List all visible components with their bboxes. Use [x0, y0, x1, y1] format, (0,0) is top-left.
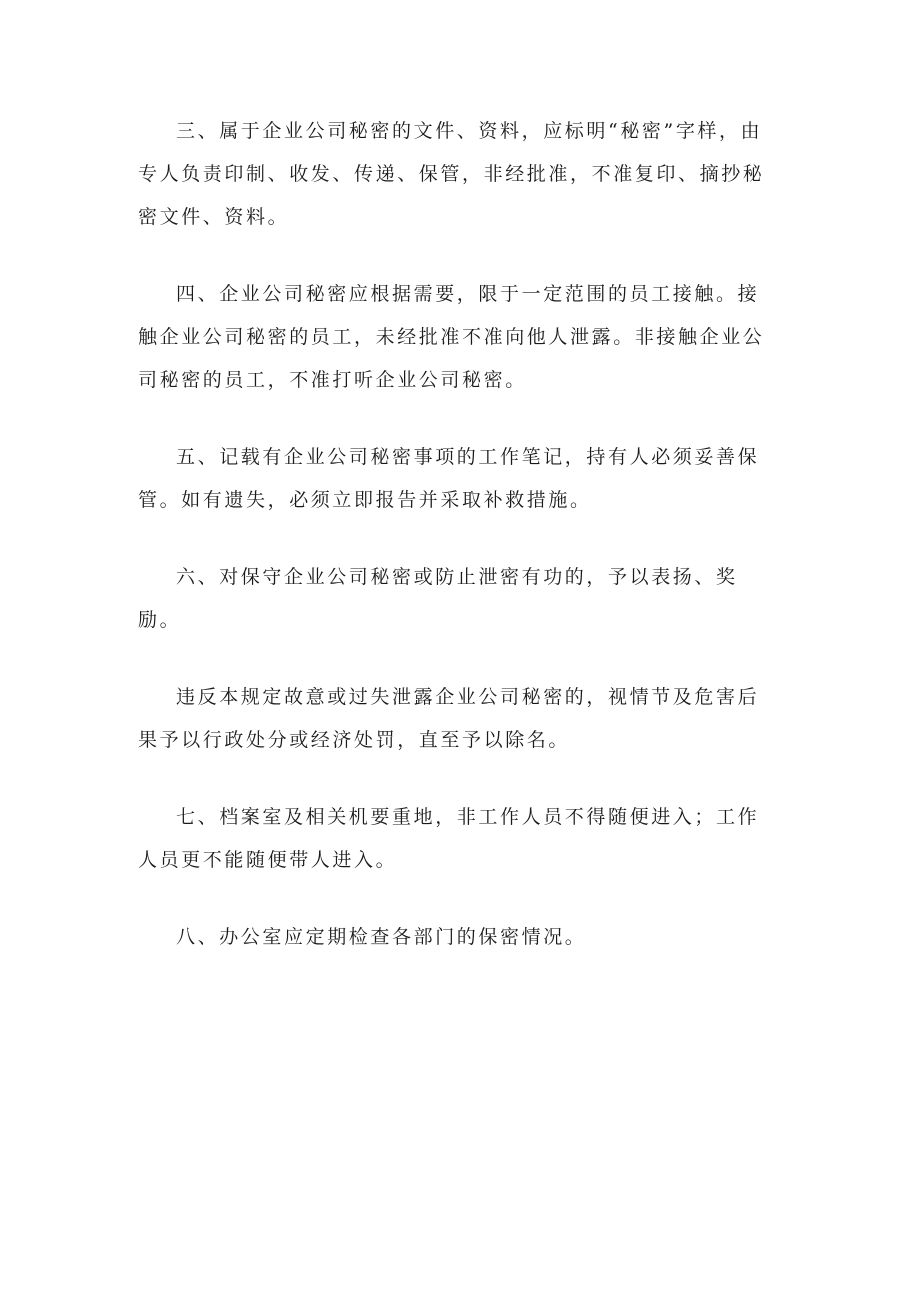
paragraph-8: 八、办公室应定期检查各部门的保密情况。 [176, 926, 587, 948]
paragraph-violation: 违反本规定故意或过失泄露企业公司秘密的，视情节及危害后果予以行政处分或经济处罚，直至予以除名。 [138, 686, 760, 751]
paragraph-6: 六、对保守企业公司秘密或防止泄密有功的，予以表扬、奖励。 [138, 566, 738, 631]
paragraph-4: 四、企业公司秘密应根据需要，限于一定范围的员工接触。接触企业公司秘密的员工，未经批准不准向他人泄露。非接触企业公司秘密的员工，不准打听企业公司秘密。 [138, 283, 765, 391]
paragraph-7: 七、档案室及相关机要重地，非工作人员不得随便进入；工作人员更不能随便带人进入。 [138, 806, 760, 871]
paragraph-5: 五、记载有企业公司秘密事项的工作笔记，持有人必须妥善保管。如有遗失，必须立即报告并采取补救措施。 [138, 446, 760, 511]
paragraph-3: 三、属于企业公司秘密的文件、资料，应标明“秘密”字样，由专人负责印制、收发、传递、保管，非经批准，不准复印、摘抄秘密文件、资料。 [138, 120, 765, 228]
document-body [138, 110, 778, 993]
